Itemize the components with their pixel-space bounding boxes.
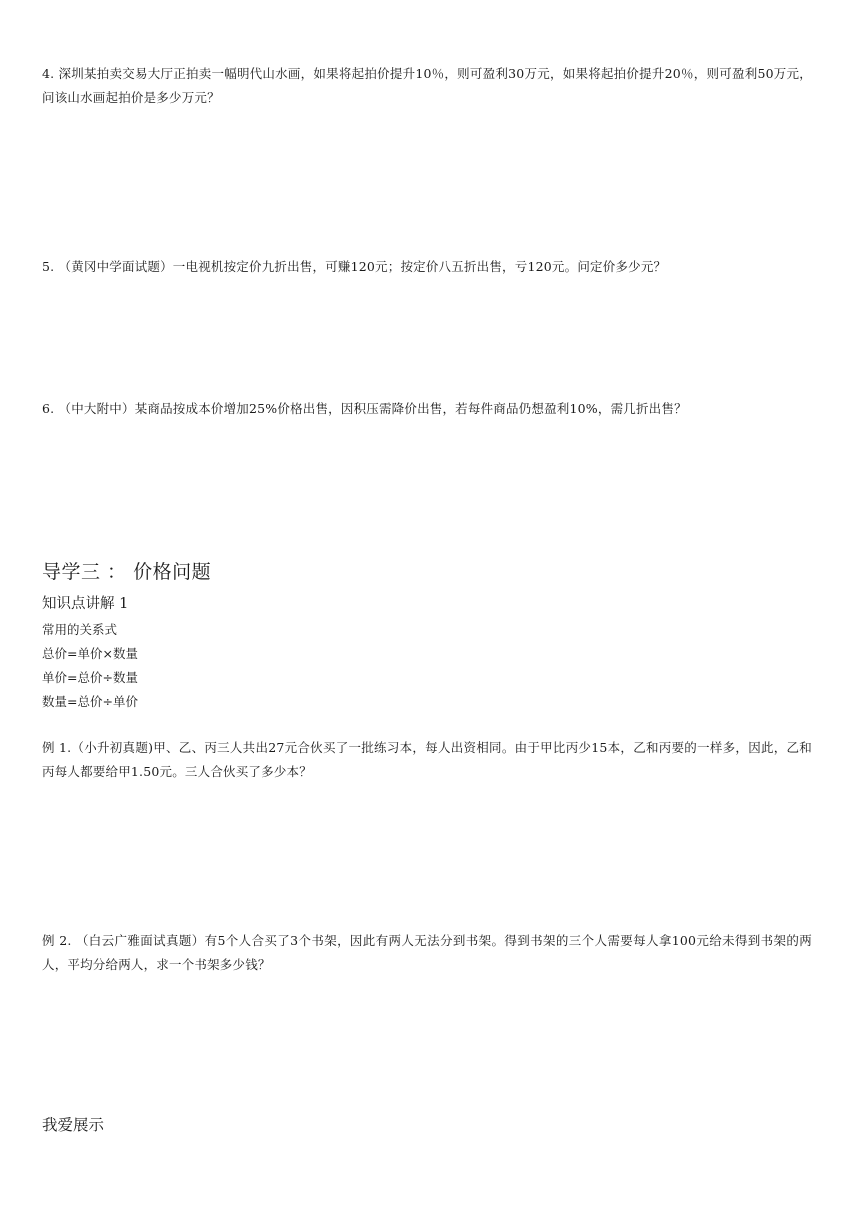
show-label: 我爱展示: [42, 1116, 105, 1134]
example-2: 例 2. （白云广雅面试真题）有5个人合买了3个书架，因此有两人无法分到书架。得到书架的三个人需要每人拿100元给未得到书架的两人，平均分给两人，求一个书架多少钱？: [42, 933, 812, 972]
question-4: 4. 深圳某拍卖交易大厅正拍卖一幅明代山水画，如果将起拍价提升10％，则可盈利30万元，如果将起拍价提升20％，则可盈利50万元，问该山水画起拍价是多少万元？: [42, 66, 812, 105]
formula-quantity: 数量=总价÷单价: [42, 694, 138, 709]
formula-total-price: 总价=单价×数量: [42, 646, 138, 661]
example-1: 例 1.（小升初真题)甲、乙、丙三人共出27元合伙买了一批练习本，每人出资相同。由于甲比丙少15本，乙和丙要的一样多，因此，乙和丙每人都要给甲1.50元。三人合伙买了多少本？: [42, 740, 812, 779]
section-heading: 导学三 ： 价格问题: [42, 561, 212, 583]
question-6: 6. （中大附中）某商品按成本价增加25%价格出售，因积压需降价出售，若每件商品仍想盈利10%，需几折出售？: [42, 401, 687, 416]
formula-intro: 常用的关系式: [42, 622, 118, 637]
section-subtitle: 知识点讲解 1: [42, 596, 129, 612]
question-5: 5. （黄冈中学面试题）一电视机按定价九折出售，可赚120元；按定价八五折出售，亏120元。问定价多少元？: [42, 259, 667, 274]
formula-unit-price: 单价=总价÷数量: [42, 670, 138, 685]
